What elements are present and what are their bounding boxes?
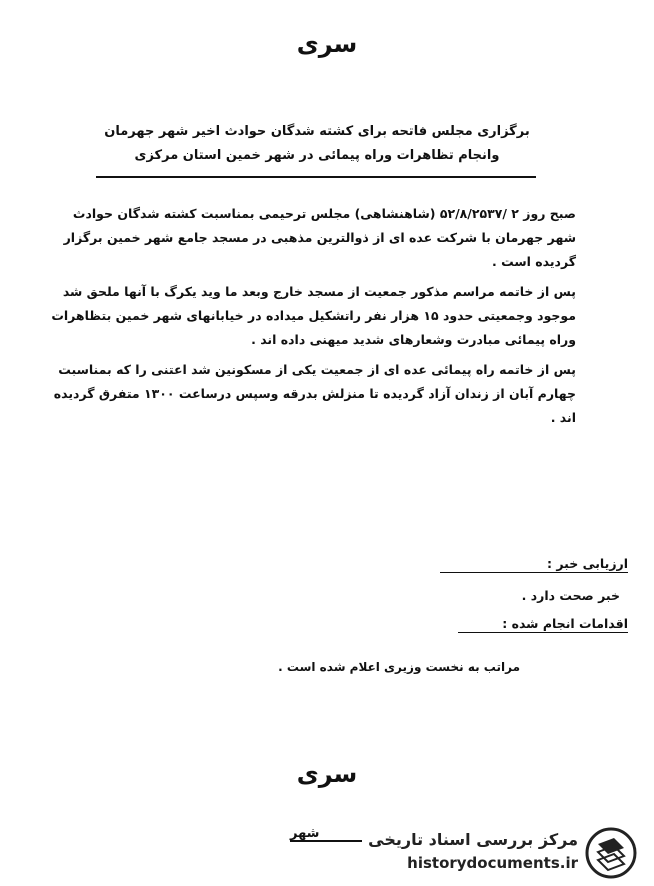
action-underline [458, 632, 628, 633]
document-body [44, 202, 576, 430]
paragraph-1: صبح روز ۲ /۵۲/۸/۲۵۳۷ (شاهنشاهی) مجلس ترحیمی بمناسبت کشته شدگان حوادث شهر جهرمان با شرکت عده ای از ذوالترین مذهبی در مسجد جامع شهر خمین برگزار گردیده است . [63, 206, 576, 269]
title-line-1: برگزاری مجلس فاتحه برای کشته شدگان حوادث اخیر شهر جهرمان [104, 124, 530, 139]
classification-bottom: سری [296, 760, 358, 788]
document-title [98, 120, 536, 168]
document-logo-icon [584, 826, 638, 880]
watermark-name: مرکز بررسی اسناد تاریخی [368, 830, 578, 849]
paragraph-2: پس از خاتمه مراسم مذکور جمعیت از مسجد خارج وبعد ما وید یکرگ با آنها ملحق شد موجود وجمعیتی حدود ۱۵ هزار نفر راتشکیل میداده در خیابانهای شهر خمین بتظاهرات وراه پیمائی مبادرت وشعارهای شدید میهنی داده اند . [51, 284, 576, 347]
assessment-underline [440, 572, 628, 573]
watermark-url: historydocuments.ir [407, 854, 578, 872]
signature: شهر [290, 826, 320, 841]
assessment-value: خبر صحت دارد . [521, 588, 620, 603]
title-underline [96, 176, 536, 178]
watermark [370, 826, 638, 878]
signature-rule [290, 840, 362, 842]
title-line-2: وانجام تظاهرات وراه پیمائی در شهر خمین استان مرکزی [134, 148, 500, 163]
footer-note: مراتب به نخست وزیری اعلام شده است . [278, 660, 520, 674]
classification-top: سری [296, 30, 358, 58]
action-label: اقدامات انجام شده : [502, 616, 628, 631]
paragraph-3: پس از خاتمه راه پیمائی عده ای از جمعیت یکی از مسکونین شد اعتنی را که بمناسبت چهارم آبان از زندان آزاد گردیده تا منزلش بدرقه وسپس درساعت ۱۳۰۰ متفرق گردیده اند . [53, 362, 576, 425]
assessment-label: ارزیابی خبر : [547, 556, 628, 571]
